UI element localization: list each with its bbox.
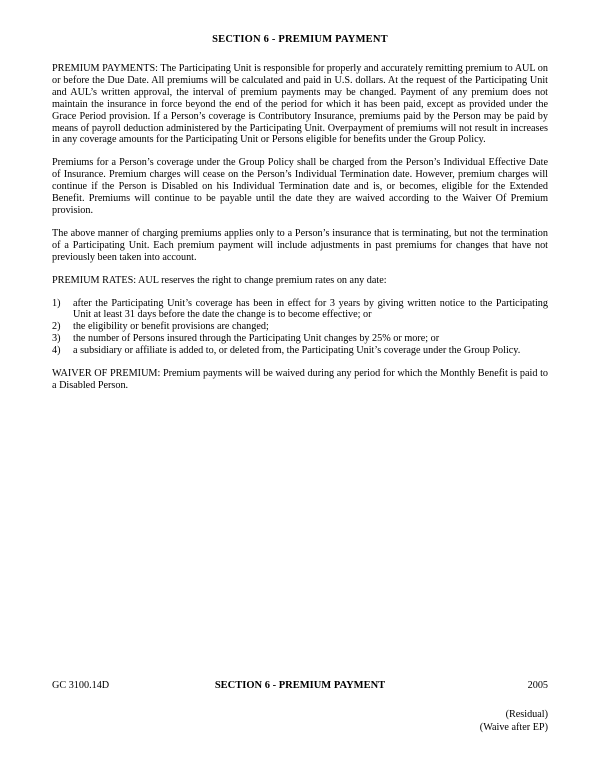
list-item (52, 321, 548, 333)
footer-note-waive-after-ep: (Waive after EP) (479, 722, 548, 733)
premium-rates-intro: PREMIUM RATES: AUL reserves the right to change premium rates on any date: (52, 274, 387, 286)
footer-section-title: SECTION 6 - PREMIUM PAYMENT (214, 680, 386, 691)
paragraph-premium-charges: Premiums for a Person’s coverage under the Group Policy shall be charged from the Person’s Individual Effective Date of Insurance. Premium charges will cease on the Person’s Individual Termination date. However, premium charges will continue if the Person is Disabled on his Individual Termination date and is, or becomes, eligible for the Extended Benefit. Premiums will continue to be payable until the date they are waived according to the Waiver Of Premium provision. (52, 157, 548, 216)
list-item-marker: 3) (52, 333, 61, 345)
paragraph-waiver-of-premium: WAIVER OF PREMIUM: Premium payments will be waived during any period for which the Monthly Benefit is paid to a Disabled Person. (52, 368, 548, 391)
list-item-marker: 1) (52, 297, 61, 309)
list-item (52, 345, 548, 357)
list-item (52, 298, 548, 322)
list-item (52, 333, 548, 345)
footer-note-residual: (Residual) (505, 709, 548, 720)
list-item-marker: 2) (52, 321, 61, 333)
footer-main-row (52, 680, 548, 694)
page-title: SECTION 6 - PREMIUM PAYMENT (212, 34, 388, 45)
paragraph-premium-payments: PREMIUM PAYMENTS: The Participating Unit is responsible for properly and accurately remitting premium to AUL on or before the Due Date. All premiums will be calculated and paid in U.S. dollars. At the request of the Participating Unit and AUL’s written approval, the interval of premium payments may be changed. Payment of any premium does not maintain the insurance in force beyond the end of the period for which it has been paid, except as provided under the Grace Period provision. If a Person’s coverage is Contributory Insurance, premiums paid by the Person may be paid by means of payroll deduction administered by the Participating Unit. Overpayment of premiums will not result in increases in any coverage amounts for the Participating Unit or Persons eligible for benefits under the Group Policy. (52, 63, 548, 146)
list-item-text: the eligibility or benefit provisions are changed; (73, 321, 269, 333)
list-item-text: after the Participating Unit’s coverage has been in effect for 3 years by giving written notice to the Participating Unit at least 31 days before the date the change is to become effective; or (73, 297, 548, 321)
footer-form-number: GC 3100.14D (52, 680, 110, 691)
list-item-text: a subsidiary or affiliate is added to, or deleted from, the Participating Unit’s coverage under the Group Policy. (73, 345, 521, 357)
list-item-text: the number of Persons insured through the Participating Unit changes by 25% or more; or (73, 333, 440, 345)
page-footer (52, 680, 548, 776)
list-item-marker: 4) (52, 345, 61, 357)
paragraph-manner-of-charging: The above manner of charging premiums applies only to a Person’s insurance that is terminating, but not the termination of a Participating Unit. Each premium payment will include adjustments in past premiums for changes that have not previously been taken into account. (52, 227, 548, 263)
footer-year: 2005 (527, 680, 548, 691)
premium-rates-list (52, 298, 548, 358)
